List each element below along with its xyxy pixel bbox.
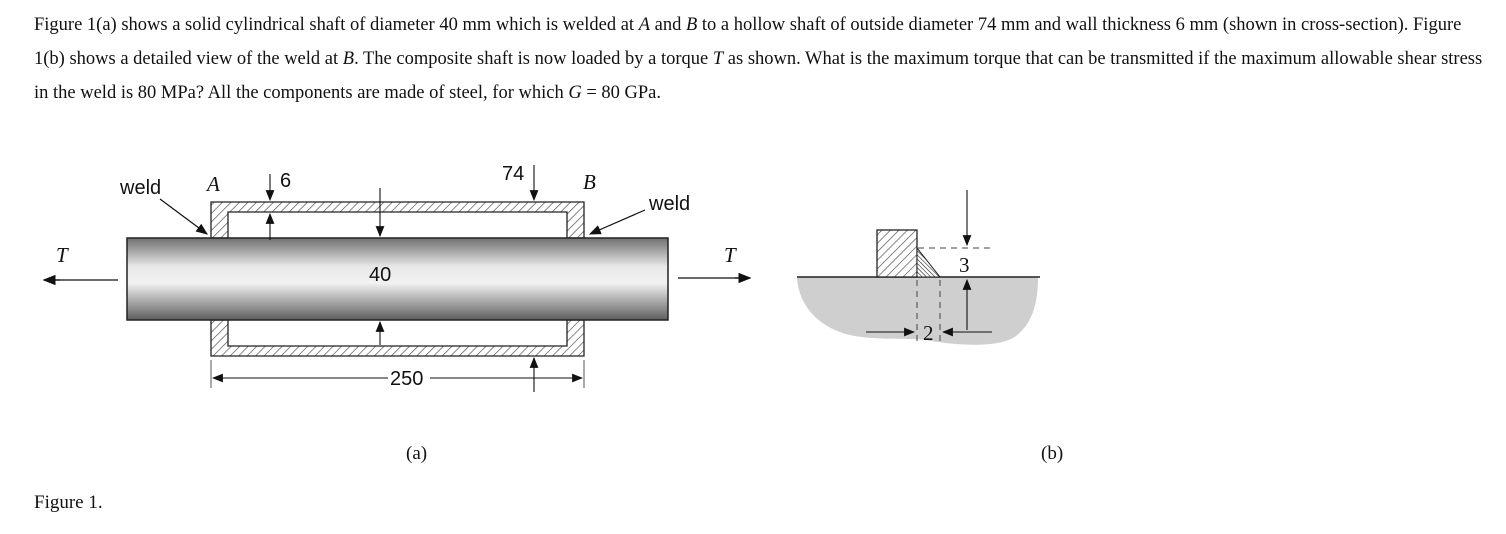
problem-symbol-t: T (712, 49, 724, 69)
problem-text: = 80 GPa. (581, 83, 661, 103)
point-a-label: A (207, 172, 220, 196)
weld-right-label: weld (649, 193, 691, 215)
weld-width-label: 2 (923, 321, 934, 345)
problem-symbol-g: G (568, 83, 582, 103)
problem-symbol-a: A (638, 15, 651, 35)
problem-text: Figure 1(a) shows a solid cylindrical shaft of diameter 40 mm which is welded at (34, 15, 639, 35)
caption-b: (b) (1041, 443, 1064, 464)
base-material (797, 277, 1038, 345)
problem-text: as shown. What is the maximum torque that can be transmitted if the maximum allowable shear stress in the weld is 80 MPa? All the components are made of steel, for which (34, 49, 1483, 103)
figure-a (44, 163, 750, 392)
weld-fillet (917, 248, 940, 277)
figure-b (797, 190, 1040, 345)
problem-symbol-b: B (685, 15, 698, 35)
torque-right-label: T (724, 243, 736, 267)
point-b-label: B (583, 170, 596, 194)
weld-height-label: 3 (959, 253, 970, 277)
problem-text: and (650, 15, 686, 35)
solid-shaft (127, 238, 668, 320)
length-label: 250 (390, 368, 424, 390)
weld-right-leader (590, 210, 645, 234)
figure-label: Figure 1. (34, 492, 103, 513)
weld-left-leader (160, 199, 207, 234)
problem-text: . The composite shaft is now loaded by a torque (354, 49, 713, 69)
problem-text: to a hollow shaft of outside diameter 74 mm and wall thickness 6 mm (shown in cross-section). Figure 1(b) shows a detailed view of the weld at (34, 15, 1462, 69)
weld-left-label: weld (120, 177, 162, 199)
problem-symbol-b: B (342, 49, 355, 69)
wall-section (877, 230, 917, 277)
caption-a: (a) (406, 443, 428, 464)
wall-thickness-label: 6 (280, 170, 292, 192)
inner-diameter-label: 40 (369, 264, 392, 286)
torque-left-label: T (56, 243, 68, 267)
outer-diameter-label: 74 (502, 163, 525, 185)
